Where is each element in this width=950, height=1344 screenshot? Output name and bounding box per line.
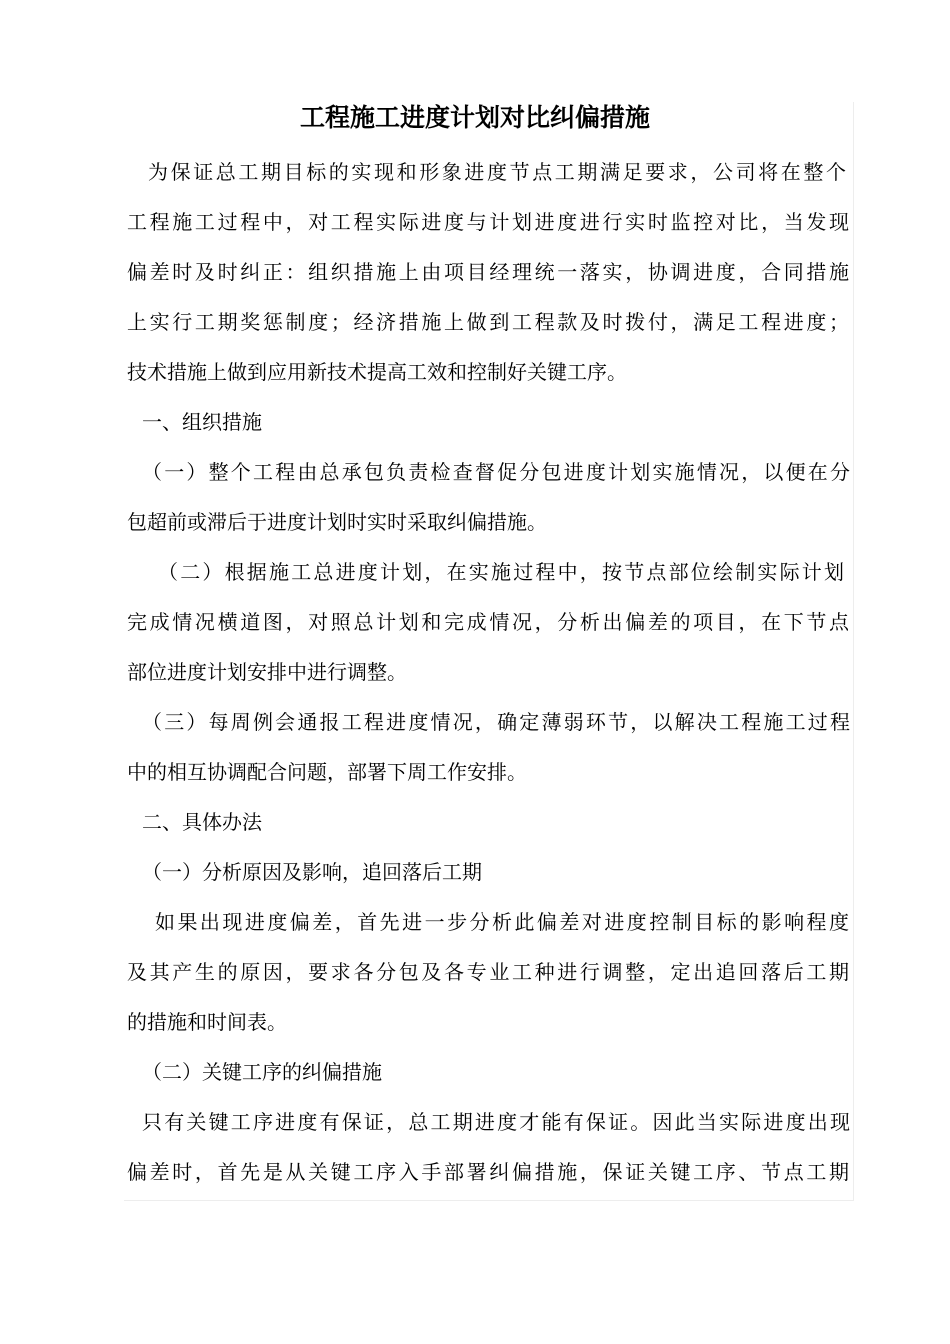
paragraph-line: 技术措施上做到应用新技术提高工效和控制好关键工序。: [127, 360, 627, 384]
paragraph-line: 及其产生的原因，要求各分包及各专业工种进行调整，定出追回落后工期: [127, 960, 849, 984]
paragraph-line: 的措施和时间表。: [127, 1010, 287, 1034]
section-heading: 二、具体办法: [142, 810, 262, 834]
paragraph-line: （二）根据施工总进度计划，在实施过程中，按节点部位绘制实际计划: [158, 560, 844, 584]
paragraph-line: 部位进度计划安排中进行调整。: [127, 660, 407, 684]
paragraph-line: 如果出现进度偏差，首先进一步分析此偏差对进度控制目标的影响程度: [155, 910, 849, 934]
paragraph-line: （三）每周例会通报工程进度情况，确定薄弱环节，以解决工程施工过程: [142, 710, 850, 734]
paragraph-line: 为保证总工期目标的实现和形象进度节点工期满足要求，公司将在整个: [148, 160, 846, 184]
paragraph-line: 完成情况横道图，对照总计划和完成情况，分析出偏差的项目，在下节点: [127, 610, 849, 634]
document-title: 工程施工进度计划对比纠偏措施: [299, 103, 650, 132]
paragraph-line: 偏差时及时纠正：组织措施上由项目经理统一落实，协调进度，合同措施: [127, 260, 849, 284]
paragraph-line: 工程施工过程中，对工程实际进度与计划进度进行实时监控对比，当发现: [127, 210, 849, 234]
paragraph-line: 只有关键工序进度有保证，总工期进度才能有保证。因此当实际进度出现: [142, 1110, 850, 1134]
subsection-heading: （二）关键工序的纠偏措施: [142, 1060, 382, 1084]
paragraph-line: 偏差时，首先是从关键工序入手部署纠偏措施，保证关键工序、节点工期: [127, 1160, 849, 1184]
paragraph-line: 包超前或滞后于进度计划时实时采取纠偏措施。: [127, 510, 547, 534]
paragraph-line: （一）整个工程由总承包负责检查督促分包进度计划实施情况，以便在分: [142, 460, 850, 484]
subsection-heading: （一）分析原因及影响，追回落后工期: [142, 860, 482, 884]
section-heading: 一、组织措施: [142, 410, 262, 434]
paragraph-line: 中的相互协调配合问题，部署下周工作安排。: [127, 760, 527, 784]
paragraph-line: 上实行工期奖惩制度；经济措施上做到工程款及时拨付，满足工程进度；: [127, 310, 849, 334]
